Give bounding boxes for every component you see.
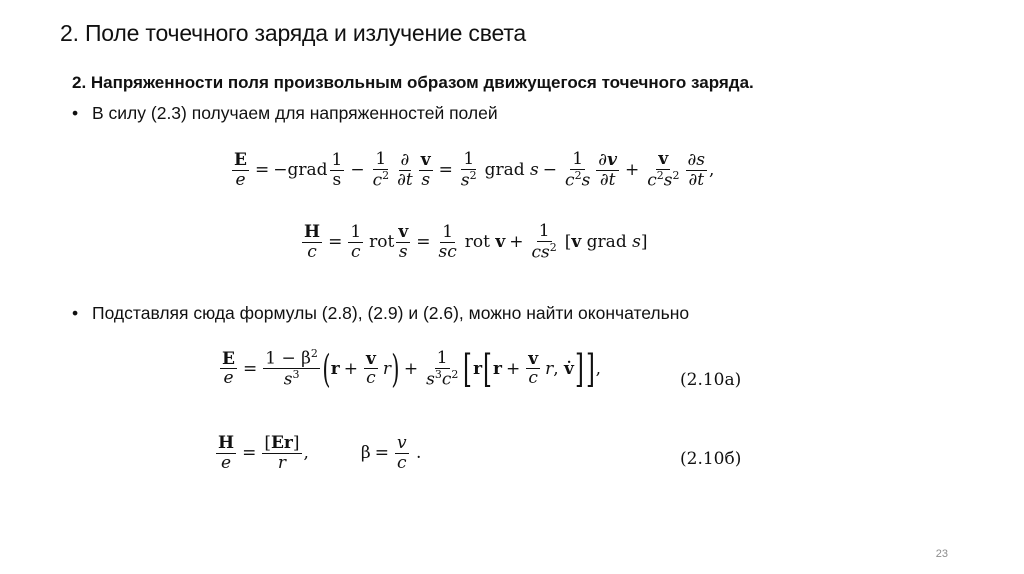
bullet-text: Подставляя сюда формулы (2.8), (2.9) и (2.6), можно найти окончательно	[92, 303, 690, 323]
equation-tag: (2.10а)	[680, 370, 742, 390]
equation-field-h: $\frac{H}{c}$ = $\frac{1}{c}$ rot $\frac{v}{s}$ = $\frac{1}{sc}$ rot v + $\frac{1}{cs^2}$ [v grad s]	[304, 221, 648, 263]
equation-field-e: $\frac{E}{e}$ = −grad 1 s − $\frac{1}{c^2}$ ∂ ∂t $\frac{v}{s}$ = $\frac{1}{s^2}$ grad s − $\frac{1}{c^2s}$ ∂v ∂t + $\frac{v}{c^2s^2}$ ∂s ∂t ,	[234, 149, 715, 191]
bullet-item	[72, 303, 689, 324]
slide-title: 2. Поле точечного заряда и излучение света	[60, 20, 526, 46]
equation-tag: (2.10б)	[680, 449, 742, 469]
equation-final-h: $\frac{H}{e}$ = $\frac{[Er]}{r}$ , β = $\frac{v}{c}$ .	[218, 433, 422, 473]
bullet-text: В силу (2.3) получаем для напряженностей полей	[92, 103, 498, 123]
bullet-dot: •	[72, 103, 79, 123]
equation-final-e: $\frac{E}{e}$ = $\frac{1 - \beta^2}{s^3}$ ( r + $\frac{v}{c}$ r ) + $\frac{1}{s^3c^2}$ [ r [ r + $\frac{v}{c}$ r , v̇ ] ] ,	[222, 346, 601, 391]
slide-number: 23	[935, 548, 948, 560]
bullet-item	[72, 103, 498, 124]
section-heading: 2. Напряженности поля произвольным образом движущегося точечного заряда.	[72, 73, 754, 92]
bullet-dot: •	[72, 303, 79, 323]
